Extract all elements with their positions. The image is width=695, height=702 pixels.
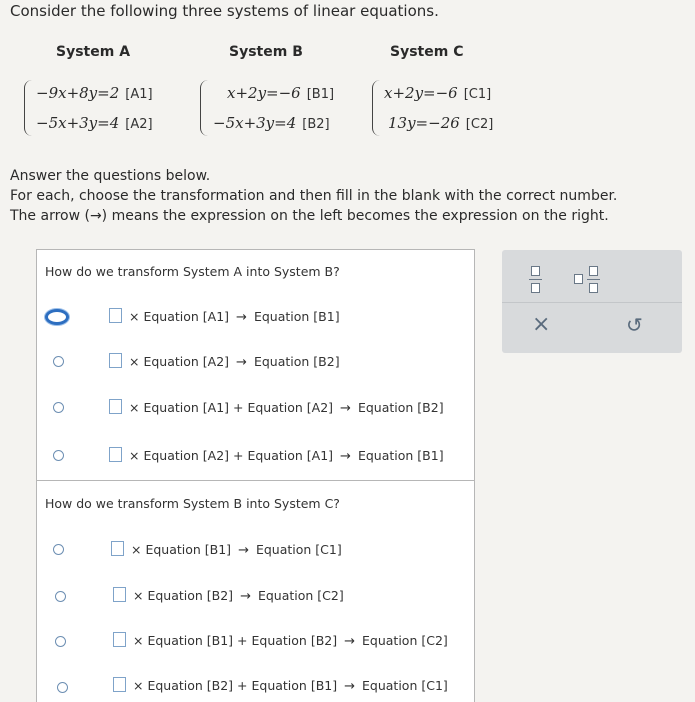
arrow-icon: → — [344, 634, 356, 649]
number-blank-input[interactable] — [113, 632, 126, 647]
undo-icon[interactable]: ↺ — [626, 313, 643, 337]
question-2-option-4 — [37, 673, 474, 699]
tag-a1: [A1] — [125, 87, 153, 102]
equation-c2: 13y=−26 — [388, 114, 460, 132]
arrow-icon: → — [238, 543, 249, 558]
number-blank-input[interactable] — [109, 353, 122, 368]
arrow-icon: → — [240, 589, 251, 604]
option-result: Equation [B1] — [357, 448, 444, 463]
question-1-option-1 — [37, 304, 474, 330]
fraction-icon[interactable] — [526, 264, 548, 294]
option-result: Equation [C2] — [257, 588, 344, 603]
question-2-title: How do we transform System B into System C? — [45, 496, 340, 511]
option-result: Equation [B2] — [357, 400, 444, 415]
system-c-brace — [372, 80, 382, 136]
question-2-option-1 — [37, 537, 474, 563]
question-2-option-2 — [37, 583, 474, 609]
radio-button[interactable] — [53, 402, 64, 413]
arrow-icon: → — [344, 679, 356, 694]
instructions-line-3: The arrow (→) means the expression on the left becomes the expression on the right. — [10, 208, 609, 224]
number-blank-input[interactable] — [109, 447, 122, 462]
option-result: Equation [B2] — [253, 354, 340, 369]
arrow-icon: → — [236, 355, 247, 370]
question-2-option-3 — [37, 628, 474, 654]
tag-c1: [C1] — [463, 87, 492, 102]
option-expression: × Equation [A1] — [129, 309, 230, 324]
option-result: Equation [C1] — [362, 678, 448, 693]
question-1-option-2 — [37, 349, 474, 375]
mixed-number-icon[interactable] — [572, 264, 606, 294]
tag-c2: [C2] — [465, 117, 494, 132]
radio-button[interactable] — [55, 636, 66, 647]
math-toolbar — [502, 250, 682, 353]
option-expression: × Equation [A1] + Equation [A2] — [129, 400, 334, 415]
option-expression: × Equation [B2] — [133, 588, 234, 603]
number-blank-input[interactable] — [109, 308, 122, 323]
radio-button[interactable] — [53, 356, 64, 367]
toolbar-divider — [502, 302, 682, 303]
number-blank-input[interactable] — [113, 587, 126, 602]
tag-b1: [B1] — [306, 87, 335, 102]
equation-a2: −5x+3y=4 — [36, 114, 120, 132]
question-1-title: How do we transform System A into System B? — [45, 264, 340, 279]
option-expression: × Equation [A2] — [129, 354, 230, 369]
system-c-title: System C — [390, 44, 464, 60]
tag-a2: [A2] — [125, 117, 153, 132]
system-b-brace — [200, 80, 210, 136]
instructions-line-2: For each, choose the transformation and then fill in the blank with the correct number. — [10, 188, 618, 204]
radio-button-selected[interactable] — [45, 309, 69, 325]
question-1-option-3 — [37, 395, 474, 421]
radio-button[interactable] — [57, 682, 68, 693]
question-1-panel — [36, 249, 475, 481]
option-expression: × Equation [B1] + Equation [B2] — [133, 633, 338, 648]
option-result: Equation [B1] — [253, 309, 340, 324]
system-b-title: System B — [229, 44, 303, 60]
question-1-option-4 — [37, 443, 474, 469]
equation-b2: −5x+3y=4 — [213, 114, 297, 132]
arrow-icon: → — [340, 449, 351, 464]
number-blank-input[interactable] — [109, 399, 122, 414]
arrow-icon: → — [236, 310, 247, 325]
instructions-line-1: Answer the questions below. — [10, 168, 211, 184]
tag-b2: [B2] — [302, 117, 330, 132]
option-expression: × Equation [B2] + Equation [B1] — [133, 678, 338, 693]
option-result: Equation [C2] — [362, 633, 448, 648]
instructions — [10, 166, 617, 226]
intro-text: Consider the following three systems of linear equations. — [10, 2, 439, 20]
equation-c1: x+2y=−6 — [384, 84, 458, 102]
system-b — [213, 78, 334, 138]
equation-a1: −9x+8y=2 — [36, 84, 120, 102]
radio-button[interactable] — [55, 591, 66, 602]
equation-b1: x+2y=−6 — [227, 84, 301, 102]
system-a — [36, 78, 153, 138]
system-a-brace — [24, 80, 34, 136]
clear-icon[interactable]: × — [532, 312, 551, 337]
question-2-panel — [36, 480, 475, 702]
system-c — [384, 78, 493, 138]
number-blank-input[interactable] — [111, 541, 124, 556]
option-expression: × Equation [A2] + Equation [A1] — [129, 448, 334, 463]
radio-button[interactable] — [53, 450, 64, 461]
option-result: Equation [C1] — [255, 542, 342, 557]
number-blank-input[interactable] — [113, 677, 126, 692]
option-expression: × Equation [B1] — [131, 542, 232, 557]
system-a-title: System A — [56, 44, 131, 60]
radio-button[interactable] — [53, 544, 64, 555]
arrow-icon: → — [340, 401, 351, 416]
